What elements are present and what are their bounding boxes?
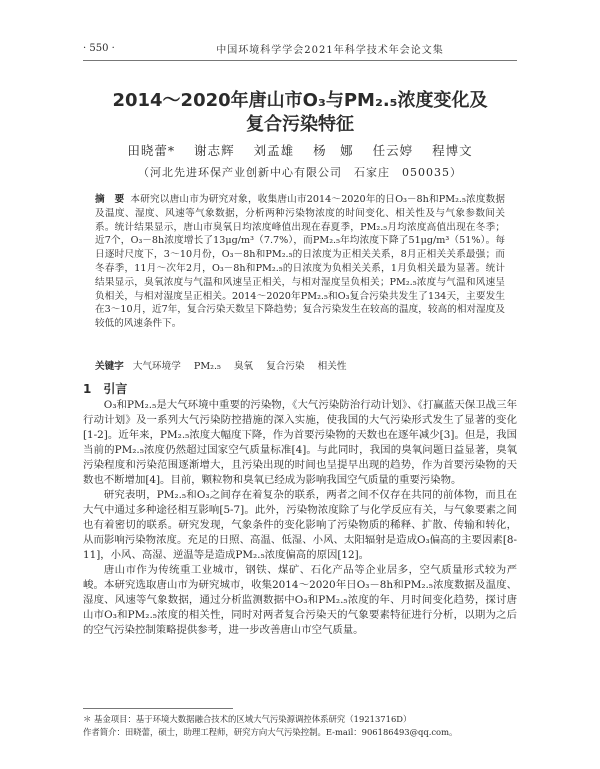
author: 任云婷	[372, 143, 414, 158]
running-header	[83, 40, 517, 56]
author: 杨 娜	[313, 143, 354, 158]
author-list	[83, 141, 517, 159]
footnote-funding: ＊ 基金项目：基于环境大数据融合技术的区域大气污染源调控体系研究（19213716D）	[83, 714, 412, 724]
keyword: 相关性	[317, 361, 347, 372]
affiliation: （河北先进环保产业创新中心有限公司 石家庄 050035）	[138, 166, 462, 179]
keyword: 复合污染	[266, 361, 305, 372]
body-text	[83, 398, 517, 638]
keyword: 大气环境学	[132, 361, 181, 372]
keywords-label: 关键字	[95, 361, 124, 372]
footnotes	[83, 713, 517, 739]
author: 谢志辉	[194, 143, 235, 158]
section-number: 1	[83, 382, 92, 396]
header-rule	[83, 60, 517, 61]
author: 程博文	[432, 143, 473, 158]
footnote-author: 作者简介：田晓蕾，硕士，助理工程师，研究方向大气污染控制。E-mail：906186493@qq.com。	[83, 727, 458, 737]
paper-title-line2: 复合污染特征	[246, 114, 354, 135]
body-paragraph: O₃和PM₂.₅是大气环境中重要的污染物，《大气污染防治行动计划》、《打赢蓝天保卫战三年行动计划》及一系列大气污染防控措施的深入实施，使我国的大气污染形式发生了显著的变化[1-2]。近年来，PM₂.₅浓度大幅度下降，作为首要污染物的天数也在逐年减少[3]。但是，我国当前的PM₂.₅浓度仍然超过国家空气质量标准[4]。与此同时，我国的臭氧问题日益显著，臭氧污染程度和污染范围逐渐增大，且污染出现的时间也呈提早出现的趋势，作为首要污染物的天数也不断增加[4]。目前，颗粒物和臭氧已经成为影响我国空气质量的重要污染物。	[83, 399, 517, 486]
section-title: 引言	[103, 382, 128, 396]
keyword: PM₂.₅	[193, 361, 221, 372]
abstract	[95, 193, 505, 331]
body-paragraph: 唐山市作为传统重工业城市，钢铁、煤矿、石化产品等企业居多，空气质量形式较为严峻。本研究选取唐山市为研究城市，收集2014～2020年日O₃－8h和PM₂.₅浓度数据及温度、湿度、风速等气象数据，通过分析监测数据中O₃和PM₂.₅浓度的年、月时间变化趋势，探讨唐山市O₃和PM₂.₅浓度的相关性，同时对两者复合污染天的气象要素特征进行分析，以期为之后的空气污染控制策略提供参考，进一步改善唐山市空气质量。	[83, 564, 517, 636]
author: 刘孟雄	[253, 143, 295, 158]
footnote-rule	[83, 708, 233, 709]
page-number: · 550 ·	[83, 42, 115, 54]
section-heading	[83, 380, 139, 397]
keyword: 臭氧	[233, 361, 254, 372]
journal-title: 中国环境科学学会2021年科学技术年会论文集	[216, 44, 444, 56]
paper-title-line1: 2014～2020年唐山市O₃与PM₂.₅浓度变化及	[112, 90, 488, 111]
body-paragraph: 研究表明，PM₂.₅和O₃之间存在着复杂的联系，两者之间不仅存在共同的前体物，而且在大气中通过多种途径相互影响[5-7]。此外，污染物浓度除了与化学反应有关，与气象要素之间也有着密切的联系。研究发现，气象条件的变化影响了污染物质的稀释、扩散、传输和转化，从而影响污染物浓度。充足的日照、高温、低湿、小风、太阳辐射是造成O₃偏高的主要因素[8-11]，小风、高湿、逆温等是造成PM₂.₅浓度偏高的原因[12]。	[83, 489, 517, 561]
keywords	[95, 358, 505, 372]
abstract-text: 本研究以唐山市为研究对象，收集唐山市2014～2020年的日O₃－8h和PM₂.₅浓度数据及温度、湿度、风速等气象数据，分析两种污染物浓度的时间变化、相关性及与气象参数间关系。统计结果显示，唐山市臭氧日均浓度峰值出现在春夏季，PM₂.₅月均浓度高值出现在冬季；近7个，O₃－8h浓度增长了13μg/m³（7.7%），而PM₂.₅年均浓度下降了51μg/m³（51%）。每日逐时尺度下，3～10月份，O₃－8h和PM₂.₅的日浓度为正相关关系，8月正相关关系最强；而冬春季，11月～次年2月，O₃－8h和PM₂.₅的日浓度为负相关关系，1月负相关最为显著。统计结果显示，臭氧浓度与气温和风速呈正相关，与相对湿度呈负相关；PM₂.₅浓度与气温和风速呈负相关，与相对湿度呈正相关。2014～2020年PM₂.₅和O₃复合污染共发生了134天，主要发生在3～10月，近7年，复合污染天数呈下降趋势；复合污染发生在较高的温度，较高的相对湿度及较低的风速条件下。	[95, 194, 506, 330]
author: 田晓蕾*	[127, 143, 176, 158]
abstract-label: 摘 要	[95, 194, 125, 205]
